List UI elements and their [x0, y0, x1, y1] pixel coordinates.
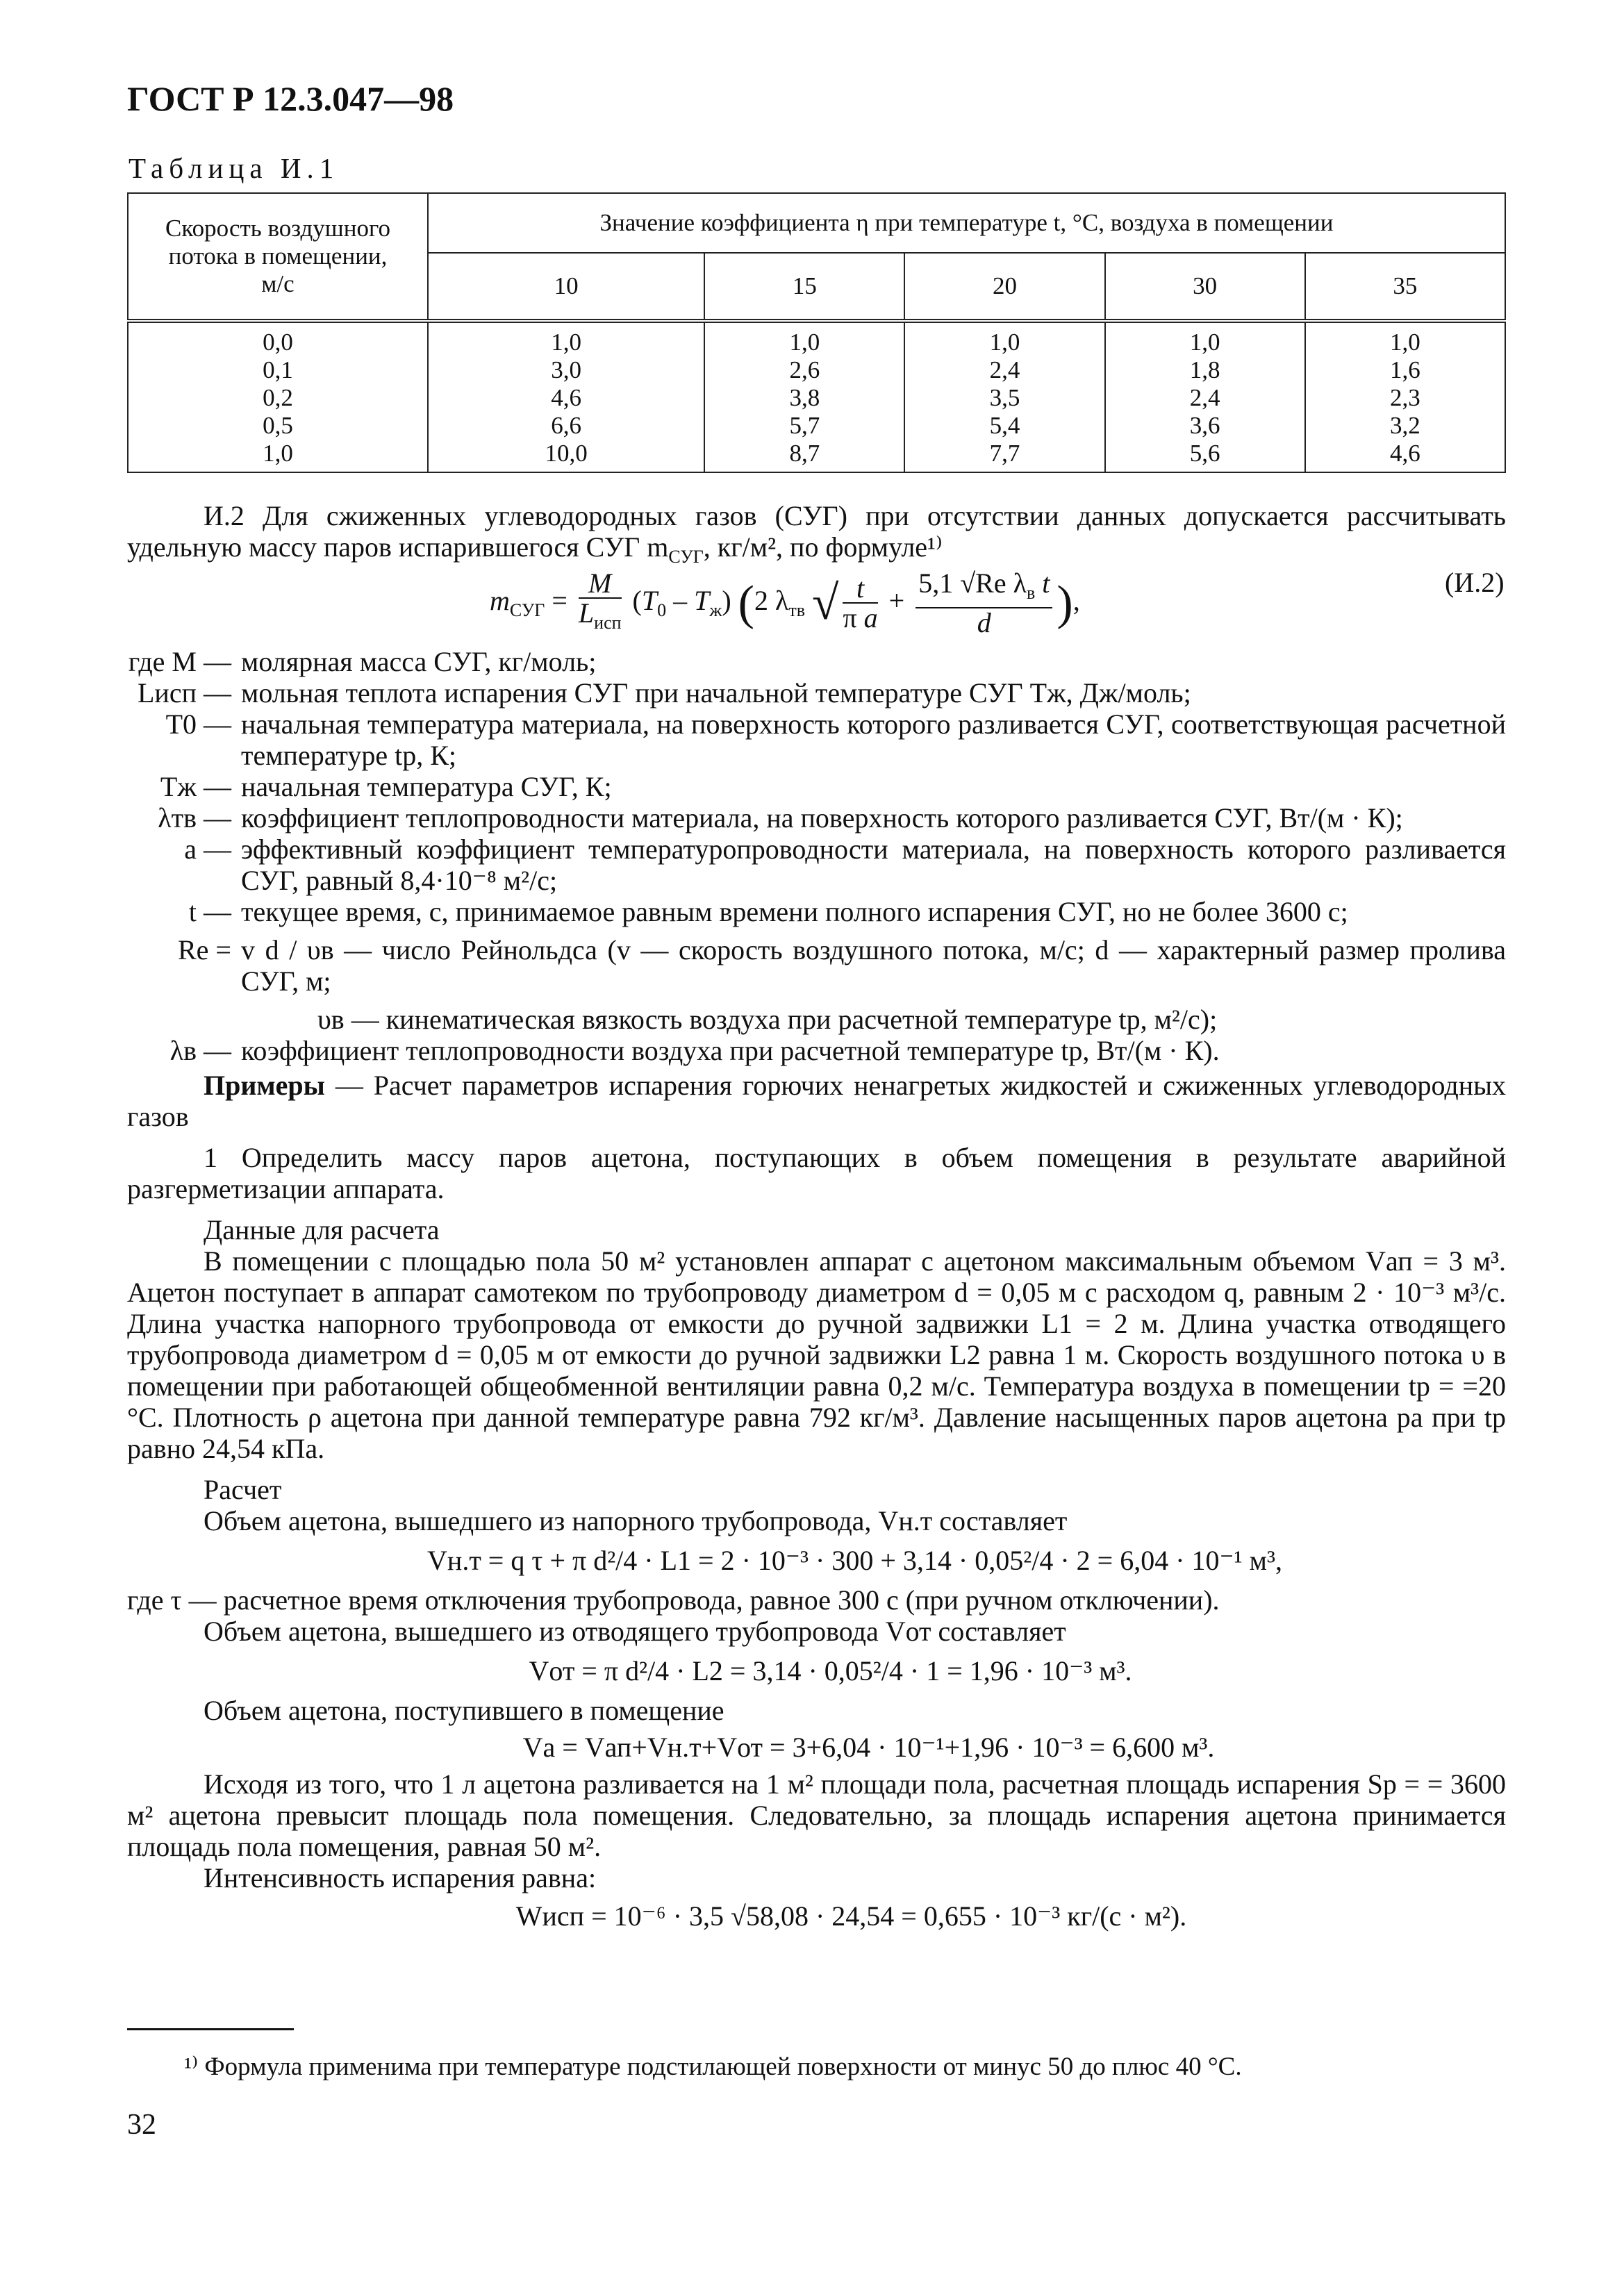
row-header-line: Скорость воздушного	[165, 215, 390, 242]
definition-text: начальная температура материала, на поверхность которого разливается СУГ, соответствующая расчетной температуре tр, К;	[241, 708, 1506, 771]
definition-item	[127, 934, 1506, 997]
definition-symbol	[127, 1004, 241, 1035]
equation-3: Vа = Vап+Vн.т+Vот = 3+6,04 · 10⁻¹+1,96 · 10⁻³ = 6,600 м³.	[522, 1732, 1215, 1763]
table-cell: 5,4	[989, 412, 1020, 439]
table-cell: 1,0	[263, 440, 293, 467]
intensity-title: Интенсивность испарения равна:	[204, 1862, 597, 1893]
definition-item	[127, 834, 1506, 896]
definition-text: эффективный коэффициент температуропроводности материала, на поверхность которого разливается СУГ, равный 8,4·10⁻⁸ м²/с;	[241, 834, 1506, 896]
definition-item	[127, 896, 1506, 927]
equation-4: Wисп = 10⁻⁶ · 3,5 √58,08 · 24,54 = 0,655 · 10⁻³ кг/(с · м²).	[515, 1900, 1187, 1932]
definition-item	[127, 677, 1506, 708]
table-cell: 0,5	[263, 412, 293, 439]
column-header: 10	[428, 253, 704, 321]
table-cell: 3,8	[789, 384, 820, 411]
examples-heading: Примеры	[204, 1070, 325, 1101]
speed-column	[128, 321, 428, 472]
table-cell: 2,6	[789, 356, 820, 383]
column-header: 20	[904, 253, 1104, 321]
table-cell: 10,0	[545, 440, 588, 467]
value-column	[704, 321, 904, 472]
definition-symbol: Re =	[178, 934, 231, 965]
table-cell: 0,1	[263, 356, 293, 383]
formula-i2: $m_{СУГ}$ = $\frac{M}{L_{исп}}$ $(T_0 - T_ж)$ (2 $\lambda_{тв}$ √ $\frac{t}{\text{π a}}$ + $\frac{5,1 √Re \lambda_в t}{d}$ ),	[490, 567, 1080, 638]
document-header: ГОСТ Р 12.3.047—98	[127, 79, 454, 118]
definition-symbol: где M —	[128, 646, 231, 677]
data-text: В помещении с площадью пола 50 м² установлен аппарат с ацетоном максимальным объемом Vап = 3 м³. Ацетон поступает в аппарат самотеком по трубопроводу диаметром d = 0,05 м с расходом q, равным 2 · 10⁻³ м³/с. Длина участка напорного трубопровода от емкости до ручной задвижки L1 = 2 м. Длина участка отводящего трубопровода диаметром d = 0,05 м от емкости до ручной задвижки L2 равна 1 м. Скорость воздушного потока υ в помещении при работающей общеобменной вентиляции равна 0,2 м/с. Температура воздуха в помещении tр = =20 °С. Плотность ρ ацетона при данной температуре равна 792 кг/м³. Давление насыщенных паров ацетона pа при tр равно 24,54 кПа.	[127, 1245, 1506, 1464]
equation-1: Vн.т = q τ + π d²/4 · L1 = 2 · 10⁻³ · 300 + 3,14 · 0,05²/4 · 2 = 6,04 · 10⁻¹ м³,	[427, 1545, 1282, 1576]
row-header-line: м/с	[261, 270, 295, 297]
calc-3-text: Объем ацетона, поступившего в помещение	[204, 1695, 724, 1726]
data-title: Данные для расчета	[204, 1214, 440, 1245]
column-header: 35	[1305, 253, 1505, 321]
definition-text: коэффициент теплопроводности материала, на поверхность которого разливается СУГ, Вт/(м · К);	[241, 802, 1403, 834]
table-cell: 0,2	[263, 384, 293, 411]
calc-1-text: Объем ацетона, вышедшего из напорного трубопровода, Vн.т составляет	[204, 1505, 1068, 1536]
table-caption: Таблица И.1	[129, 152, 340, 184]
intro-tail: , кг/м², по формуле¹⁾	[703, 531, 943, 563]
definition-text: коэффициент теплопроводности воздуха при расчетной температуре tр, Вт/(м · К).	[241, 1035, 1220, 1066]
table-cell: 1,0	[551, 329, 582, 356]
table-cell: 8,7	[789, 440, 820, 467]
table-cell: 4,6	[551, 384, 582, 411]
definition-text: начальная температура СУГ, К;	[241, 771, 612, 802]
definition-text: υв — кинематическая вязкость воздуха при расчетной температуре tр, м²/с);	[317, 1004, 1218, 1035]
definition-text: молярная масса СУГ, кг/моль;	[241, 646, 597, 677]
value-column	[1305, 321, 1505, 472]
table-row	[128, 321, 1505, 472]
page-number: 32	[127, 2109, 156, 2141]
row-header-line: потока в помещении,	[168, 242, 388, 270]
definition-item	[127, 802, 1506, 834]
task-1: 1 Определить массу паров ацетона, поступающих в объем помещения в результате аварийной разгерметизации аппарата.	[127, 1142, 1506, 1204]
group-header: Значение коэффициента η при температуре t, °С, воздуха в помещении	[428, 193, 1505, 253]
definition-symbol: T0 —	[165, 708, 231, 740]
definition-symbol: t —	[188, 896, 231, 927]
definition-symbol: a —	[184, 834, 231, 865]
footnote-divider	[127, 2028, 294, 2030]
table-cell: 3,5	[989, 384, 1020, 411]
table-cell: 1,6	[1389, 356, 1420, 383]
equation-number: (И.2)	[1445, 567, 1505, 598]
table-cell: 2,4	[989, 356, 1020, 383]
table-cell: 1,8	[1189, 356, 1220, 383]
examples-section	[127, 1070, 1506, 1932]
column-header: 30	[1105, 253, 1305, 321]
definition-item	[127, 708, 1506, 771]
table-cell: 1,0	[789, 329, 820, 356]
calc-title: Расчет	[204, 1474, 282, 1505]
equation-2: Vот = π d²/4 · L2 = 3,14 · 0,05²/4 · 1 = 1,96 · 10⁻³ м³.	[529, 1655, 1132, 1686]
definition-item	[127, 1004, 1506, 1035]
table-cell: 3,0	[551, 356, 582, 383]
value-column	[1105, 321, 1305, 472]
table-cell: 1,0	[1189, 329, 1220, 356]
intro-subscript: СУГ	[668, 547, 704, 567]
section-i2-intro	[127, 500, 1506, 572]
table-cell: 1,0	[1389, 329, 1420, 356]
definition-symbol: λв —	[169, 1035, 231, 1066]
tau-definition: где τ — расчетное время отключения трубопровода, равное 300 с (при ручном отключении).	[127, 1584, 1220, 1616]
area-text: Исходя из того, что 1 л ацетона разливается на 1 м² площади пола, расчетная площадь испарения Sр = = 3600 м² ацетона превысит площадь пола помещения. Следовательно, за площадь испарения ацетона принимается площадь пола помещения, равная 50 м².	[127, 1768, 1506, 1862]
table-cell: 5,6	[1189, 440, 1220, 467]
table-cell: 0,0	[263, 329, 293, 356]
calc-2-text: Объем ацетона, вышедшего из отводящего трубопровода Vот составляет	[204, 1616, 1066, 1647]
examples-heading-tail: — Расчет параметров испарения горючих ненагретых жидкостей и сжиженных углеводородных газов	[127, 1070, 1506, 1132]
definition-text: текущее время, с, принимаемое равным времени полного испарения СУГ, но не более 3600 с;	[241, 896, 1348, 927]
column-header: 15	[704, 253, 904, 321]
value-column	[428, 321, 704, 472]
definition-symbol: λтв —	[158, 802, 231, 834]
definition-item	[127, 771, 1506, 802]
table-cell: 5,7	[789, 412, 820, 439]
definition-text: v d / υв — число Рейнольдса (v — скорость воздушного потока, м/с; d — характерный размер пролива СУГ, м;	[241, 934, 1506, 997]
table-cell: 3,2	[1389, 412, 1420, 439]
row-header	[128, 193, 428, 321]
table-cell: 2,4	[1189, 384, 1220, 411]
definition-text: мольная теплота испарения СУГ при начальной температуре СУГ Tж, Дж/моль;	[241, 677, 1191, 708]
table-cell: 7,7	[989, 440, 1020, 467]
table-cell: 4,6	[1389, 440, 1420, 467]
definitions-list	[127, 646, 1506, 1066]
table-cell: 6,6	[551, 412, 582, 439]
table-cell: 3,6	[1189, 412, 1220, 439]
definition-item	[127, 646, 1506, 677]
definition-item	[127, 1035, 1506, 1066]
table-cell: 1,0	[989, 329, 1020, 356]
value-column	[904, 321, 1104, 472]
intro-text: И.2 Для сжиженных углеводородных газов (СУГ) при отсутствии данных допускается рассчитывать удельную массу паров испарившегося СУГ m	[127, 500, 1506, 563]
table-cell: 2,3	[1389, 384, 1420, 411]
definition-symbol: Tж —	[160, 771, 231, 802]
coefficient-table	[127, 192, 1506, 473]
footnote: ¹⁾ Формула применима при температуре подстилающей поверхности от минус 50 до плюс 40 °С.	[184, 2053, 1242, 2081]
definition-symbol: Lисп —	[138, 677, 231, 708]
